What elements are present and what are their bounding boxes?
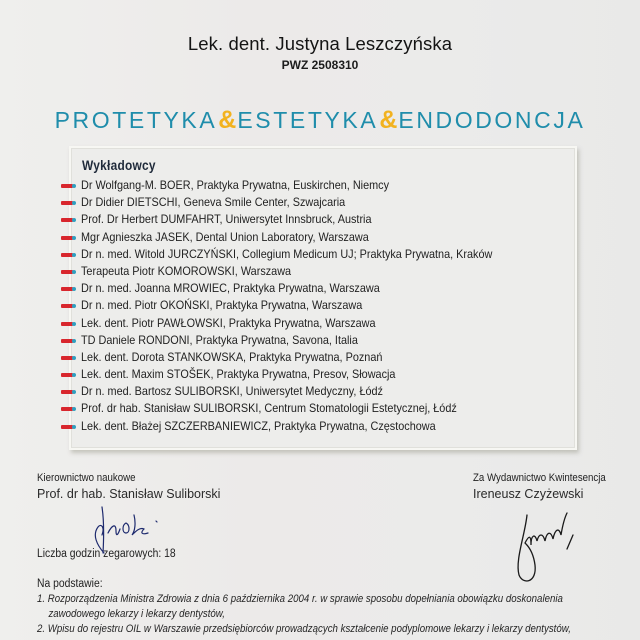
bullet-icon [61,287,75,291]
bullet-icon [61,425,75,429]
recipient-name: Lek. dent. Justyna Leszczyńska [187,33,453,54]
course-title-part: PROTETYKA [54,107,218,133]
scientific-director-name: Prof. dr hab. Stanisław Suliborski [37,487,221,501]
bullet-icon [61,236,75,240]
course-title-part: ENDODONCJA [398,107,586,133]
bullet-icon [61,270,75,274]
bullet-icon [61,322,75,326]
lecturer-item: Prof. Dr Herbert DUMFAHRT, Uniwersytet Innsbruck, Austria [61,211,528,228]
lecturer-item: Dr n. med. Bartosz SULIBORSKI, Uniwersytet Medyczny, Łódź [61,383,528,400]
bullet-icon [61,339,75,343]
bullet-icon [61,356,75,360]
lecturer-item: Lek. dent. Dorota STANKOWSKA, Praktyka Prywatna, Poznań [61,349,528,366]
bullet-icon [61,304,75,308]
bullet-icon [61,407,75,411]
lecturer-item: Dr Didier DIETSCHI, Geneva Smile Center, Szwajcaria [61,194,528,211]
bullet-icon [61,218,75,222]
legal-basis-item: 2. Wpisu do rejestru OIL w Warszawie przedsiębiorców prowadzących kształcenie podyplomowe lekarzy i lekarzy dentystów, [37,623,571,635]
clock-hours-count: Liczba godzin zegarowych: 18 [37,548,176,560]
lecturer-item: Mgr Agnieszka JASEK, Dental Union Laboratory, Warszawa [61,229,528,246]
lecturer-item: Lek. dent. Błażej SZCZERBANIEWICZ, Praktyka Prywatna, Częstochowa [61,418,528,435]
bullet-icon [61,201,75,205]
lecturer-item: TD Daniele RONDONI, Praktyka Prywatna, Savona, Italia [61,332,528,349]
bullet-icon [61,184,75,188]
handwritten-signature-icon [505,505,595,585]
lecturers-heading: Wykładowcy [82,157,156,173]
legal-basis-heading: Na podstawie: [37,578,103,590]
legal-basis-item: 1. Rozporządzenia Ministra Zdrowia z dnia 6 października 2004 r. w sprawie sposobu dopełniania obowiązku doskonalenia zawodowego lekarzy i lekarzy dentystów, [37,593,563,620]
lecturer-item: Terapeuta Piotr KOMOROWSKI, Warszawa [61,263,528,280]
bullet-icon [61,373,75,377]
ampersand-separator: & [379,106,398,134]
lecturer-item: Prof. dr hab. Stanisław SULIBORSKI, Centrum Stomatologii Estetycznej, Łódź [61,400,528,417]
ampersand-separator: & [218,106,237,134]
course-title-part: ESTETYKA [237,107,379,133]
lecturer-item: Dr Wolfgang-M. BOER, Praktyka Prywatna, Euskirchen, Niemcy [61,177,528,194]
legal-basis-list [37,592,640,637]
lecturer-item: Dr n. med. Witold JURCZYŃSKI, Collegium Medicum UJ; Praktyka Prywatna, Kraków [61,246,528,263]
lecturer-item: Lek. dent. Piotr PAWŁOWSKI, Praktyka Prywatna, Warszawa [61,315,528,332]
publisher-representative-name: Ireneusz Czyżewski [473,487,584,501]
bullet-icon [61,390,75,394]
lecturer-item: Dr n. med. Piotr OKOŃSKI, Praktyka Prywatna, Warszawa [61,297,528,314]
scientific-direction-label: Kierownictwo naukowe [37,472,136,484]
lecturer-item: Dr n. med. Joanna MROWIEC, Praktyka Prywatna, Warszawa [61,280,528,297]
lecturer-list [61,177,528,435]
publisher-label: Za Wydawnictwo Kwintesencja [473,472,606,484]
recipient-pwz-number: PWZ 2508310 [281,58,359,72]
course-title [0,106,640,135]
lecturer-item: Lek. dent. Maxim STOŠEK, Praktyka Prywatna, Presov, Słowacja [61,366,528,383]
bullet-icon [61,253,75,257]
